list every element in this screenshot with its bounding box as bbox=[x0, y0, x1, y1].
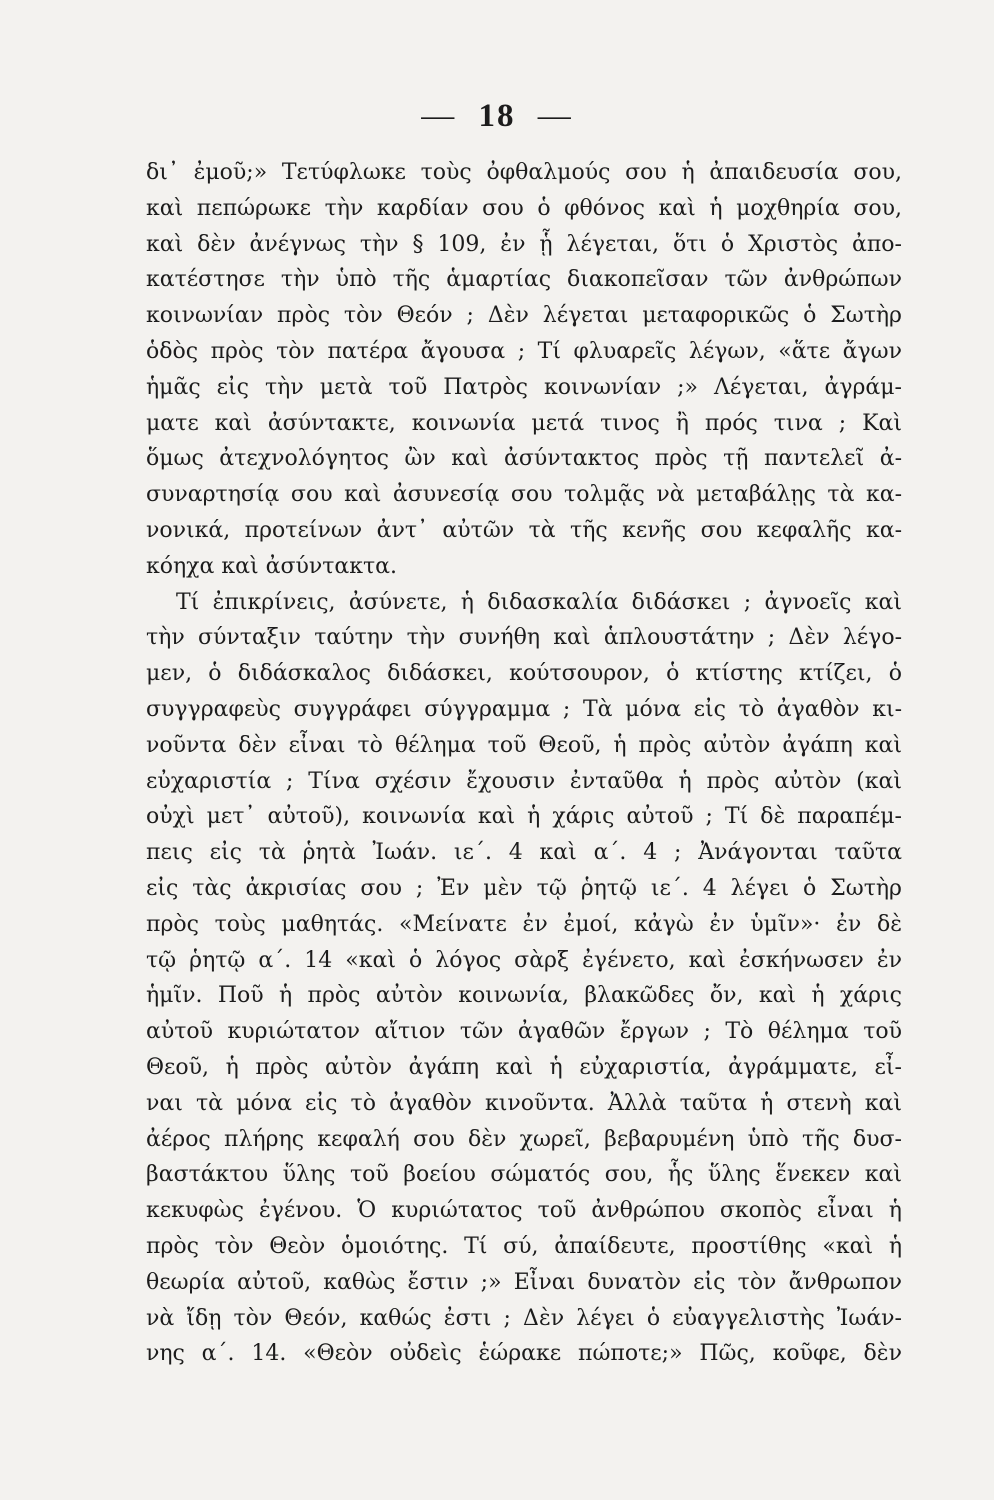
text-line: ἡμᾶς εἰς τὴν μετὰ τοῦ Πατρὸς κοινωνίαν ;» Λέγεται, ἀγράμ- bbox=[146, 374, 902, 400]
text-line: δι᾿ ἐμοῦ;» Τετύφλωκε τοὺς ὀφθαλμούς σου ἡ ἀπαιδευσία σου, bbox=[146, 160, 902, 185]
text-line: ἡμῖν. Ποῦ ἡ πρὸς αὐτὸν κοινωνία, βλακῶδες ὄν, καὶ ἡ χάρις bbox=[146, 983, 902, 1009]
text-line: κατέστησε τὴν ὑπὸ τῆς ἁμαρτίας διακοπεῖσαν τῶν ἀνθρώπων bbox=[146, 267, 902, 293]
text-line: ματε καὶ ἀσύντακτε, κοινωνία μετά τινος ἢ πρός τινα ; Καὶ bbox=[146, 410, 902, 436]
left-dash: — bbox=[421, 98, 457, 134]
text-line: κοινωνίαν πρὸς τὸν Θεόν ; Δὲν λέγεται μεταφορικῶς ὁ Σωτὴρ bbox=[146, 303, 902, 329]
text-line: θεωρία αὐτοῦ, καθὼς ἔστιν ;» Εἶναι δυνατὸν εἰς τὸν ἄνθρωπον bbox=[146, 1269, 902, 1295]
text-line: πρὸς τοὺς μαθητάς. «Μείνατε ἐν ἐμοί, κἀγὼ ἐν ὑμῖν»· ἐν δὲ bbox=[146, 911, 902, 937]
page-number-header bbox=[0, 98, 994, 135]
right-dash: — bbox=[537, 98, 573, 134]
body-text bbox=[146, 155, 902, 1372]
text-line: εὐχαριστία ; Τίνα σχέσιν ἔχουσιν ἐνταῦθα ἡ πρὸς αὐτὸν (καὶ bbox=[146, 768, 902, 794]
page-number: 18 bbox=[478, 98, 516, 134]
text-line: καὶ δὲν ἀνέγνως τὴν § 109, ἐν ᾗ λέγεται, ὅτι ὁ Χριστὸς ἀπο- bbox=[146, 231, 902, 257]
text-line: Τί ἐπικρίνεις, ἀσύνετε, ἡ διδασκαλία διδάσκει ; ἀγνοεῖς καὶ bbox=[176, 589, 902, 615]
text-line: τὴν σύνταξιν ταύτην τὴν συνήθη καὶ ἁπλουστάτην ; Δὲν λέγο- bbox=[146, 625, 902, 651]
text-line: κεκυφὼς ἐγένου. Ὁ κυριώτατος τοῦ ἀνθρώπου σκοπὸς εἶναι ἡ bbox=[146, 1198, 902, 1224]
text-line: ναι τὰ μόνα εἰς τὸ ἀγαθὸν κινοῦντα. Ἀλλὰ ταῦτα ἡ στενὴ καὶ bbox=[146, 1090, 902, 1116]
text-line: καὶ πεπώρωκε τὴν καρδίαν σου ὁ φθόνος καὶ ἡ μοχθηρία σου, bbox=[146, 195, 902, 221]
text-line: εἰς τὰς ἀκρισίας σου ; Ἐν μὲν τῷ ῥητῷ ιε΄. 4 λέγει ὁ Σωτὴρ bbox=[146, 875, 902, 901]
text-line: ὁδὸς πρὸς τὸν πατέρα ἄγουσα ; Τί φλυαρεῖς λέγων, «ἅτε ἄγων bbox=[146, 338, 902, 364]
text-line: νὰ ἴδῃ τὸν Θεόν, καθώς ἐστι ; Δὲν λέγει ὁ εὐαγγελιστὴς Ἰωάν- bbox=[146, 1305, 902, 1331]
text-line: Θεοῦ, ἡ πρὸς αὐτὸν ἀγάπη καὶ ἡ εὐχαριστία, ἀγράμματε, εἶ- bbox=[146, 1054, 902, 1080]
text-line: νης α΄. 14. «Θεὸν οὐδεὶς ἑώρακε πώποτε;» Πῶς, κοῦφε, δὲν bbox=[146, 1341, 902, 1367]
text-line: πρὸς τὸν Θεὸν ὁμοιότης. Τί σύ, ἀπαίδευτε, προστίθης «καὶ ἡ bbox=[146, 1233, 902, 1259]
text-line: νοῦντα δὲν εἶναι τὸ θέλημα τοῦ Θεοῦ, ἡ πρὸς αὐτὸν ἀγάπη καὶ bbox=[146, 732, 902, 758]
text-line: μεν, ὁ διδάσκαλος διδάσκει, κούτσουρον, ὁ κτίστης κτίζει, ὁ bbox=[146, 661, 902, 687]
text-line: κόηχα καὶ ἀσύντακτα. bbox=[146, 553, 398, 579]
text-line: νονικά, προτείνων ἀντ᾿ αὐτῶν τὰ τῆς κενῆς σου κεφαλῆς κα- bbox=[146, 517, 902, 543]
text-line: αὐτοῦ κυριώτατον αἴτιον τῶν ἀγαθῶν ἔργων ; Τὸ θέλημα τοῦ bbox=[146, 1019, 902, 1045]
text-line: τῷ ῥητῷ α΄. 14 «καὶ ὁ λόγος σὰρξ ἐγένετο, καὶ ἐσκήνωσεν ἐν bbox=[146, 947, 902, 973]
text-line: βαστάκτου ὕλης τοῦ βοείου σώματός σου, ἧς ὕλης ἕνεκεν καὶ bbox=[146, 1162, 902, 1188]
text-line: οὐχὶ μετ᾿ αὐτοῦ), κοινωνία καὶ ἡ χάρις αὐτοῦ ; Τί δὲ παραπέμ- bbox=[146, 804, 902, 830]
text-line: ὅμως ἀτεχνολόγητος ὢν καὶ ἀσύντακτος πρὸς τῇ παντελεῖ ἀ- bbox=[146, 446, 902, 472]
text-line: συγγραφεὺς συγγράφει σύγγραμμα ; Τὰ μόνα εἰς τὸ ἀγαθὸν κι- bbox=[146, 696, 902, 722]
text-line: πεις εἰς τὰ ῥητὰ Ἰωάν. ιε΄. 4 καὶ α΄. 4 ; Ἀνάγονται ταῦτα bbox=[146, 840, 902, 866]
text-line: συναρτησίᾳ σου καὶ ἀσυνεσίᾳ σου τολμᾷς νὰ μεταβάλῃς τὰ κα- bbox=[146, 482, 902, 508]
text-line: ἀέρος πλήρης κεφαλή σου δὲν χωρεῖ, βεβαρυμένη ὑπὸ τῆς δυσ- bbox=[146, 1126, 902, 1152]
